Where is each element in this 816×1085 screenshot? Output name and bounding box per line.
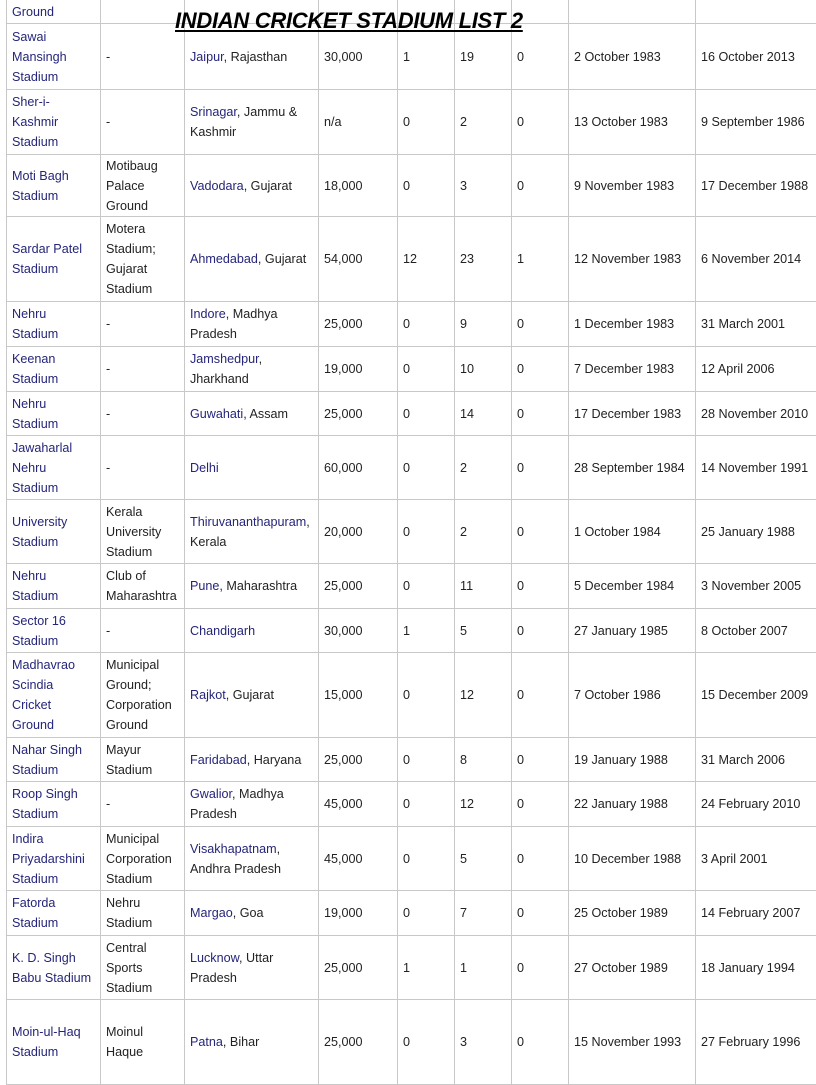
tests-cell: 0 [398,347,455,392]
stadium-name-link[interactable]: Indira Priyadarshini Stadium [7,827,101,891]
table-row [7,782,816,827]
last-match-cell: 12 April 2006 [696,347,816,392]
first-match-cell: 1 October 1984 [569,500,696,564]
table-row [7,936,816,1000]
city-cell [185,90,319,155]
capacity-cell: 54,000 [319,217,398,302]
table-row [7,564,816,609]
capacity-cell: 19,000 [319,347,398,392]
last-match-cell: 31 March 2006 [696,738,816,782]
last-match-cell: 17 December 1988 [696,155,816,217]
tests-cell: 0 [398,1000,455,1085]
other-name-cell: Municipal Corporation Stadium [101,827,185,891]
page-title: INDIAN CRICKET STADIUM LIST 2 [175,8,523,34]
capacity-cell: 25,000 [319,564,398,609]
region-text: , Haryana [247,753,302,767]
city-cell [185,500,319,564]
last-match-cell: 25 January 1988 [696,500,816,564]
stadium-name-link[interactable]: Jawaharlal Nehru Stadium [7,436,101,500]
stadium-name-link[interactable]: Nehru Stadium [7,392,101,436]
city-link[interactable]: Guwahati [190,407,243,421]
capacity-cell: 15,000 [319,653,398,738]
capacity-cell: 20,000 [319,500,398,564]
stadium-name-link[interactable]: Keenan Stadium [7,347,101,392]
stadium-name-link[interactable]: Nahar Singh Stadium [7,738,101,782]
city-link[interactable]: Rajkot [190,688,226,702]
t20s-cell: 0 [512,564,569,609]
odis-cell: 5 [455,827,512,891]
tests-cell: 1 [398,24,455,90]
city-link[interactable]: Pune [190,579,219,593]
odis-cell: 3 [455,1000,512,1085]
odis-cell: 2 [455,500,512,564]
stadium-name-link[interactable]: Moti Bagh Stadium [7,155,101,217]
capacity-cell: 25,000 [319,936,398,1000]
tests-cell: 0 [398,302,455,347]
first-match-cell: 27 January 1985 [569,609,696,653]
other-name-cell: - [101,90,185,155]
region-text: , Maharashtra [219,579,297,593]
other-name-cell: - [101,436,185,500]
region-text: , Rajasthan [224,50,288,64]
t20s-cell: 0 [512,1000,569,1085]
first-match-cell: 2 October 1983 [569,24,696,90]
first-match-cell: 25 October 1989 [569,891,696,936]
last-match-cell: 14 November 1991 [696,436,816,500]
capacity-cell: 60,000 [319,436,398,500]
other-name-cell: Moinul Haque [101,1000,185,1085]
t20s-cell: 0 [512,436,569,500]
city-cell [185,653,319,738]
t20s-cell: 0 [512,392,569,436]
t20s-cell: 0 [512,302,569,347]
table-row [7,392,816,436]
city-cell [185,936,319,1000]
tests-cell: 0 [398,392,455,436]
first-match-cell: 7 December 1983 [569,347,696,392]
stadium-name-link[interactable]: University Stadium [7,500,101,564]
stadium-name-link[interactable]: Nehru Stadium [7,564,101,609]
city-cell [185,302,319,347]
t20s-cell: 1 [512,217,569,302]
other-name-cell: Nehru Stadium [101,891,185,936]
stadium-name-link[interactable]: K. D. Singh Babu Stadium [7,936,101,1000]
table-row [7,217,816,302]
stadium-name-link[interactable]: Nehru Stadium [7,302,101,347]
other-name-cell: - [101,609,185,653]
city-cell [185,564,319,609]
t20s-cell: 0 [512,891,569,936]
region-text: , Madhya Pradesh [190,787,284,821]
table-row [7,155,816,217]
stadium-name-link[interactable]: Ground [7,0,101,24]
stadium-name-link[interactable]: Moin-ul-Haq Stadium [7,1000,101,1085]
table-row [7,1000,816,1085]
odis-cell: 7 [455,891,512,936]
tests-cell: 1 [398,936,455,1000]
city-cell [185,782,319,827]
odis-cell: 14 [455,392,512,436]
tests-cell: 0 [398,782,455,827]
last-match-cell: 28 November 2010 [696,392,816,436]
tests-cell: 0 [398,738,455,782]
table-row [7,436,816,500]
region-text: , Jammu & Kashmir [190,105,297,139]
table-row [7,347,816,392]
first-match-cell: 1 December 1983 [569,302,696,347]
odis-cell: 12 [455,653,512,738]
city-link[interactable]: Gwalior [190,787,232,801]
other-name-cell: - [101,347,185,392]
capacity-cell: 30,000 [319,24,398,90]
city-cell [185,891,319,936]
first-match-cell: 22 January 1988 [569,782,696,827]
first-match-cell: 28 September 1984 [569,436,696,500]
odis-cell: 9 [455,302,512,347]
table-row [7,609,816,653]
city-cell [185,347,319,392]
last-match-cell: 9 September 1986 [696,90,816,155]
region-text: , Uttar Pradesh [190,951,273,985]
t20s-cell: 0 [512,155,569,217]
t20s-cell: 0 [512,738,569,782]
region-text: , Assam [243,407,288,421]
other-name-cell: - [101,392,185,436]
tests-cell: 0 [398,827,455,891]
capacity-cell: 45,000 [319,827,398,891]
city-link[interactable]: Lucknow [190,951,239,965]
other-name-cell: - [101,24,185,90]
tests-cell: 0 [398,436,455,500]
tests-cell: 0 [398,653,455,738]
odis-cell: 3 [455,155,512,217]
t20s-cell: 0 [512,936,569,1000]
city-cell [185,392,319,436]
capacity-cell: 25,000 [319,1000,398,1085]
capacity-cell: 25,000 [319,392,398,436]
city-link[interactable]: Delhi [190,461,219,475]
t20s-cell: 0 [512,827,569,891]
other-name-cell: Central Sports Stadium [101,936,185,1000]
first-match-cell: 10 December 1988 [569,827,696,891]
odis-cell: 2 [455,436,512,500]
table-row [7,500,816,564]
tests-cell: 0 [398,90,455,155]
stadium-name-link[interactable]: Sawai Mansingh Stadium [7,24,101,90]
stadium-name-link[interactable]: Madhavrao Scindia Cricket Ground [7,653,101,738]
region-text: , Gujarat [244,179,292,193]
stadium-name-link[interactable]: Sector 16 Stadium [7,609,101,653]
first-match-cell: 13 October 1983 [569,90,696,155]
odis-cell: 10 [455,347,512,392]
capacity-cell: 18,000 [319,155,398,217]
tests-cell: 0 [398,500,455,564]
tests-cell: 0 [398,155,455,217]
last-match-cell: 18 January 1994 [696,936,816,1000]
other-name-cell: Mayur Stadium [101,738,185,782]
city-cell [185,1000,319,1085]
last-match-cell: 16 October 2013 [696,24,816,90]
region-text: , Kerala [190,515,310,549]
region-text: , Andhra Pradesh [190,842,281,876]
region-text: , Gujarat [258,252,306,266]
city-link[interactable]: Srinagar [190,105,237,119]
stadium-name-link[interactable]: Sardar Patel Stadium [7,217,101,302]
t20s-cell: 0 [512,609,569,653]
city-cell [185,827,319,891]
region-text: , Goa [233,906,264,920]
table-row [7,891,816,936]
last-match-cell: 8 October 2007 [696,609,816,653]
t20s-cell: 0 [512,90,569,155]
last-match-cell: 3 November 2005 [696,564,816,609]
odis-cell: 1 [455,936,512,1000]
capacity-cell: 19,000 [319,891,398,936]
odis-cell: 8 [455,738,512,782]
region-text: , Gujarat [226,688,274,702]
last-match-cell: 14 February 2007 [696,891,816,936]
first-match-cell: 27 October 1989 [569,936,696,1000]
stadium-name-link[interactable]: Fatorda Stadium [7,891,101,936]
city-cell [185,217,319,302]
other-name-cell: Motera Stadium; Gujarat Stadium [101,217,185,302]
table-row [7,738,816,782]
table-row [7,302,816,347]
first-match-cell: 7 October 1986 [569,653,696,738]
city-link[interactable]: Ahmedabad [190,252,258,266]
t20s-cell: 0 [512,653,569,738]
odis-cell: 12 [455,782,512,827]
tests-cell: 12 [398,217,455,302]
capacity-cell: 25,000 [319,302,398,347]
city-link[interactable]: Chandigarh [190,624,255,638]
odis-cell: 2 [455,90,512,155]
first-match-cell: 17 December 1983 [569,392,696,436]
city-cell [185,609,319,653]
city-link[interactable]: Margao [190,906,233,920]
capacity-cell: 30,000 [319,609,398,653]
city-cell [185,738,319,782]
first-match-cell: 9 November 1983 [569,155,696,217]
t20s-cell: 0 [512,24,569,90]
city-link[interactable]: Patna [190,1035,223,1049]
capacity-cell: 45,000 [319,782,398,827]
table-row [7,90,816,155]
other-name-cell: Municipal Ground; Corporation Ground [101,653,185,738]
first-match-cell: 15 November 1993 [569,1000,696,1085]
first-match-cell: 12 November 1983 [569,217,696,302]
table-row [7,653,816,738]
last-match-cell: 27 February 1996 [696,1000,816,1085]
first-match-cell: 5 December 1984 [569,564,696,609]
region-text: , Jharkhand [190,352,262,386]
last-match-cell: 31 March 2001 [696,302,816,347]
region-text: , Madhya Pradesh [190,307,278,341]
other-name-cell: - [101,782,185,827]
city-link[interactable]: Indore [190,307,226,321]
city-cell [185,155,319,217]
last-match-cell: 15 December 2009 [696,653,816,738]
stadium-name-link[interactable]: Sher-i-Kashmir Stadium [7,90,101,155]
stadium-name-link[interactable]: Roop Singh Stadium [7,782,101,827]
stadium-table [6,0,816,1085]
odis-cell: 5 [455,609,512,653]
capacity-cell: 25,000 [319,738,398,782]
city-link[interactable]: Faridabad [190,753,247,767]
odis-cell: 23 [455,217,512,302]
other-name-cell: Club of Maharashtra [101,564,185,609]
city-cell [185,436,319,500]
city-link[interactable]: Jamshedpur [190,352,259,366]
first-match-cell: 19 January 1988 [569,738,696,782]
t20s-cell: 0 [512,500,569,564]
table-row [7,827,816,891]
region-text: , Bihar [223,1035,259,1049]
city-link[interactable]: Jaipur [190,50,224,64]
tests-cell: 1 [398,609,455,653]
city-link[interactable]: Vadodara [190,179,244,193]
tests-cell: 0 [398,564,455,609]
odis-cell: 19 [455,24,512,90]
city-link[interactable]: Visakhapatnam [190,842,277,856]
other-name-cell: Kerala University Stadium [101,500,185,564]
other-name-cell: Motibaug Palace Ground [101,155,185,217]
tests-cell: 0 [398,891,455,936]
t20s-cell: 0 [512,782,569,827]
city-link[interactable]: Thiruvananthapuram [190,515,306,529]
t20s-cell: 0 [512,347,569,392]
odis-cell: 11 [455,564,512,609]
last-match-cell: 3 April 2001 [696,827,816,891]
other-name-cell: - [101,302,185,347]
last-match-cell: 6 November 2014 [696,217,816,302]
last-match-cell: 24 February 2010 [696,782,816,827]
capacity-cell: n/a [319,90,398,155]
